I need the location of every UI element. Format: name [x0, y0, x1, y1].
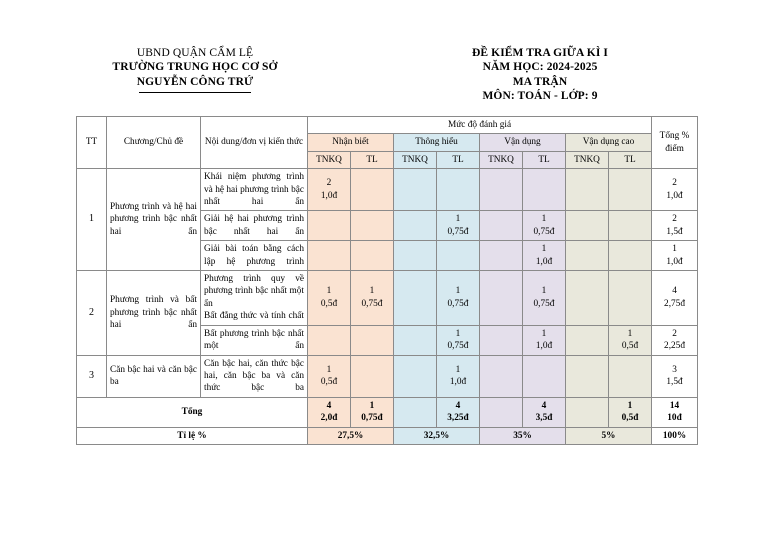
score-cell [394, 241, 437, 271]
header-row-1 [77, 117, 698, 134]
question-count: 1 [326, 286, 332, 297]
point-value: 0,75đ [533, 226, 555, 237]
score-cell [609, 271, 652, 326]
score-cell [394, 211, 437, 241]
score-cell [437, 169, 480, 211]
content-unit [201, 169, 308, 211]
table-row [77, 169, 698, 211]
score-cell [394, 169, 437, 211]
ratio-value: 5% [566, 427, 652, 444]
row-total [652, 211, 698, 241]
total-question-count: 4 [672, 286, 677, 297]
header-level-van-dung: Vận dụng [480, 134, 566, 151]
content-line: Bất phương trình bậc nhất một ẩn [204, 328, 304, 352]
score-cell [523, 241, 566, 271]
score-cell [523, 355, 566, 397]
question-count: 1 [627, 328, 633, 339]
header-nb-tnkq: TNKQ [308, 151, 351, 168]
row-index: 3 [77, 355, 107, 397]
header-level-thong-hieu: Thông hiểu [394, 134, 480, 151]
table-row [77, 355, 698, 397]
score-cell [351, 325, 394, 355]
content-unit [201, 325, 308, 355]
letterhead-left [0, 46, 390, 104]
score-cell [308, 211, 351, 241]
ratio-value: 27,5% [308, 427, 394, 444]
chapter-name: Căn bậc hai và căn bậc ba [107, 355, 201, 397]
total-question-count: 2 [672, 178, 677, 189]
score-cell [437, 325, 480, 355]
score-cell [566, 169, 609, 211]
header-vd-tl: TL [523, 151, 566, 168]
total-point-value: 2,75đ [664, 298, 685, 309]
row-total [652, 325, 698, 355]
point-value: 1,0đ [535, 256, 553, 267]
point-value: 0,75đ [447, 298, 469, 309]
total-point-value: 2,25đ [664, 341, 685, 352]
header-level-van-dung-cao: Vận dụng cao [566, 134, 652, 151]
point-value: 0,75đ [533, 298, 555, 309]
point-value: 0,5đ [621, 413, 639, 424]
score-cell [523, 271, 566, 326]
total-question-count: 3 [672, 364, 677, 375]
score-cell [394, 271, 437, 326]
content-line: Khái niệm phương trình và hệ hai phương trình bậc nhất hai ẩn [204, 172, 304, 208]
score-cell [308, 325, 351, 355]
content-line: Giải hệ hai phương trình bậc nhất hai ẩn [204, 214, 304, 237]
score-cell [394, 355, 437, 397]
score-cell [609, 169, 652, 211]
ratio-label: Tỉ lệ % [77, 427, 308, 444]
score-cell [480, 325, 523, 355]
score-cell [308, 355, 351, 397]
content-line: Căn bậc hai, căn thức bậc hai, căn bậc ba và căn thức bậc ba [204, 358, 304, 394]
score-cell [351, 271, 394, 326]
point-value: 0,75đ [447, 226, 469, 237]
score-cell [480, 271, 523, 326]
row-index: 2 [77, 271, 107, 355]
grand-total-cell [394, 397, 437, 427]
score-cell [437, 241, 480, 271]
question-count: 4 [326, 400, 332, 411]
header-tt: TT [77, 117, 107, 169]
score-cell [609, 325, 652, 355]
total-question-count: 1 [672, 244, 677, 255]
header-vdc-tnkq: TNKQ [566, 151, 609, 168]
score-cell [523, 211, 566, 241]
header-th-tnkq: TNKQ [394, 151, 437, 168]
letterhead-right [390, 46, 690, 104]
content-line: Phương trình quy về phương trình bậc nhất một ẩn [204, 274, 304, 309]
score-cell [480, 169, 523, 211]
point-value: 0,5đ [320, 377, 338, 388]
row-total [652, 241, 698, 271]
score-cell [566, 355, 609, 397]
header-vd-tnkq: TNKQ [480, 151, 523, 168]
score-cell [351, 355, 394, 397]
chapter-name: Phương trình và bất phương trình bậc nhất hai ẩn [107, 271, 201, 355]
header-total-percent: Tổng % điểm [652, 117, 698, 169]
question-count: 1 [455, 286, 461, 297]
grand-total-cell [308, 397, 351, 427]
header-chapter: Chương/Chủ đề [107, 117, 201, 169]
question-count: 1 [541, 286, 547, 297]
content-unit [201, 241, 308, 271]
score-cell [351, 169, 394, 211]
question-count: 1 [627, 400, 633, 411]
total-point-value: 10đ [667, 413, 682, 424]
point-value: 2,0đ [320, 413, 338, 424]
chapter-name: Phương trình và hệ hai phương trình bậc nhất hai ẩn [107, 169, 201, 271]
score-cell [351, 211, 394, 241]
subject-grade: MÔN: TOÁN - LỚP: 9 [482, 90, 598, 103]
point-value: 0,75đ [361, 413, 383, 424]
header-th-tl: TL [437, 151, 480, 168]
grand-total-cell [437, 397, 480, 427]
score-cell [308, 169, 351, 211]
score-cell [566, 211, 609, 241]
row-index: 1 [77, 169, 107, 271]
total-question-count: 2 [672, 328, 677, 339]
score-cell [480, 241, 523, 271]
score-cell [308, 241, 351, 271]
letterhead-divider [139, 92, 251, 93]
total-point-value: 1,5đ [666, 226, 683, 237]
question-count: 1 [541, 244, 547, 255]
score-cell [566, 325, 609, 355]
exam-title: ĐỀ KIỂM TRA GIỮA KÌ I [472, 47, 608, 59]
header-vdc-tl: TL [609, 151, 652, 168]
issuing-authority: UBND QUẬN CẨM LỆ [136, 47, 254, 59]
matrix-head [77, 117, 698, 169]
grand-total-cell [523, 397, 566, 427]
matrix-body [77, 169, 698, 445]
score-cell [351, 241, 394, 271]
row-total [652, 271, 698, 326]
total-point-value: 1,5đ [666, 377, 683, 388]
grand-total-cell [609, 397, 652, 427]
question-count: 1 [369, 286, 375, 297]
question-count: 1 [541, 214, 547, 225]
row-total [652, 355, 698, 397]
total-question-count: 14 [669, 400, 680, 411]
point-value: 0,75đ [447, 341, 469, 352]
ratio-total: 100% [652, 427, 698, 444]
matrix-table [76, 116, 698, 445]
content-unit [201, 271, 308, 326]
question-count: 1 [455, 364, 461, 375]
total-point-value: 1,0đ [666, 256, 683, 267]
score-cell [566, 241, 609, 271]
grand-total-value [652, 397, 698, 427]
ratio-value: 32,5% [394, 427, 480, 444]
point-value: 3,25đ [447, 413, 469, 424]
ratio-row [77, 427, 698, 444]
grand-total-row [77, 397, 698, 427]
score-cell [308, 271, 351, 326]
table-row [77, 271, 698, 326]
point-value: 0,5đ [621, 341, 639, 352]
document-type: MA TRẬN [512, 75, 568, 88]
question-count: 2 [326, 178, 332, 189]
header-nb-tl: TL [351, 151, 394, 168]
school-type: TRƯỜNG TRUNG HỌC CƠ SỞ [112, 61, 278, 74]
letterhead [0, 46, 768, 104]
question-count: 1 [326, 364, 332, 375]
grand-total-cell [566, 397, 609, 427]
grand-total-label: Tổng [77, 397, 308, 427]
question-count: 1 [369, 400, 375, 411]
point-value: 0,75đ [361, 298, 383, 309]
point-value: 1,0đ [320, 190, 338, 201]
school-year: NĂM HỌC: 2024-2025 [482, 61, 598, 74]
question-count: 1 [455, 214, 461, 225]
grand-total-cell [480, 397, 523, 427]
score-cell [480, 211, 523, 241]
school-name: NGUYỄN CÔNG TRỨ [136, 75, 254, 88]
score-cell [609, 211, 652, 241]
total-point-value: 1,0đ [666, 190, 683, 201]
score-cell [394, 325, 437, 355]
header-content: Nội dung/đơn vị kiến thức [201, 117, 308, 169]
content-unit [201, 355, 308, 397]
total-question-count: 2 [672, 214, 677, 225]
grand-total-cell [351, 397, 394, 427]
score-cell [609, 355, 652, 397]
point-value: 3,5đ [535, 413, 553, 424]
score-cell [523, 325, 566, 355]
ratio-value: 35% [480, 427, 566, 444]
score-cell [523, 169, 566, 211]
point-value: 1,0đ [535, 341, 553, 352]
score-cell [437, 211, 480, 241]
point-value: 1,0đ [449, 377, 467, 388]
row-total [652, 169, 698, 211]
score-cell [566, 271, 609, 326]
question-count: 1 [455, 328, 461, 339]
header-level-nhan-biet: Nhận biết [308, 134, 394, 151]
score-cell [609, 241, 652, 271]
score-cell [437, 355, 480, 397]
content-unit [201, 211, 308, 241]
question-count: 1 [541, 328, 547, 339]
point-value: 0,5đ [320, 298, 338, 309]
question-count: 4 [455, 400, 461, 411]
score-cell [437, 271, 480, 326]
score-cell [480, 355, 523, 397]
content-line: Bất đẳng thức và tính chất [204, 311, 304, 322]
content-line: Giải bài toán bằng cách lập hệ phương trình [204, 244, 304, 267]
question-count: 4 [541, 400, 547, 411]
header-levels-group: Mức độ đánh giá [308, 117, 652, 134]
